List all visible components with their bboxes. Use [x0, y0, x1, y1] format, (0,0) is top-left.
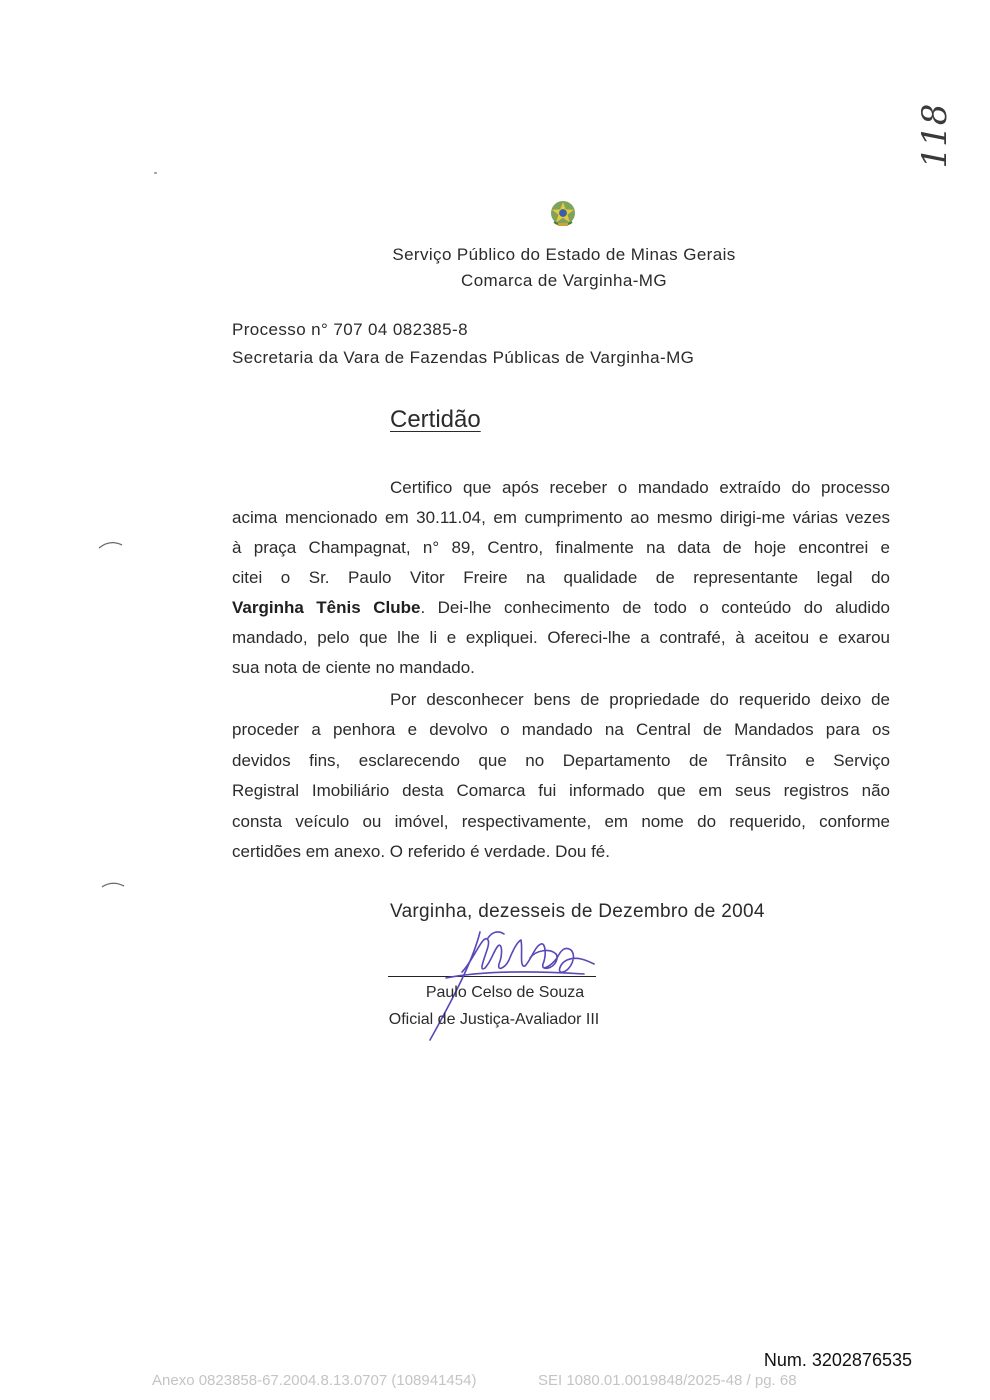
paragraph-1-line-2: acima mencionado em 30.11.04, em cumprimento ao mesmo dirigi-me várias vezes	[232, 508, 890, 527]
paragraph-1-line-7: sua nota de ciente no mandado.	[232, 658, 475, 677]
handwritten-page-number: 118	[915, 103, 955, 169]
signatory-name: Paulo Celso de Souza	[425, 984, 585, 1001]
document-title: Certidão	[390, 406, 481, 433]
header-district: Comarca de Varginha-MG	[461, 271, 667, 290]
scan-speck	[154, 172, 157, 174]
document-number: Num. 3202876535	[763, 1350, 912, 1370]
date-line: Varginha, dezesseis de Dezembro de 2004	[390, 901, 765, 922]
process-number: Processo n° 707 04 082385-8	[232, 320, 468, 339]
paragraph-2-line-2: proceder a penhora e devolvo o mandado na Central de Mandados para os	[232, 720, 890, 739]
punch-hole-mark-bottom	[99, 877, 129, 893]
paragraph-2-line-5: consta veículo ou imóvel, respectivamente, em nome do requerido, conforme	[232, 812, 890, 831]
paragraph-1-line-5-text: . Dei-lhe conhecimento de todo o conteúdo do aludido	[420, 598, 890, 617]
paragraph-2-line-1: Por desconhecer bens de propriedade do requerido deixo de	[390, 690, 890, 709]
paragraph-1-line-6: mandado, pelo que lhe li e expliquei. Ofereci-lhe a contrafé, à aceitou e exarou	[232, 628, 890, 647]
paragraph-1-line-3: à praça Champagnat, n° 89, Centro, finalmente na data de hoje encontrei e	[232, 538, 890, 557]
paragraph-2-line-4: Registral Imobiliário desta Comarca fui informado que em seus registros não	[232, 781, 890, 800]
paragraph-1-line-4: citei o Sr. Paulo Vitor Freire na qualidade de representante legal do	[232, 568, 890, 587]
punch-hole-mark-top	[96, 536, 126, 552]
signatory-role: Oficial de Justiça-Avaliador III	[388, 1011, 600, 1028]
annex-reference: Anexo 0823858-67.2004.8.13.0707 (108941454)	[152, 1372, 477, 1389]
header-state-service: Serviço Público do Estado de Minas Gerais	[392, 245, 736, 264]
paragraph-2-line-6: certidões em anexo. O referido é verdade. Dou fé.	[232, 842, 610, 861]
court-office: Secretaria da Vara de Fazendas Públicas de Varginha-MG	[232, 348, 695, 367]
paragraph-1-line-1: Certifico que após receber o mandado extraído do processo	[390, 478, 890, 497]
paragraph-1-line-5	[232, 597, 890, 619]
club-name: Varginha Tênis Clube	[232, 598, 421, 617]
sei-reference: SEI 1080.01.0019848/2025-48 / pg. 68	[538, 1372, 797, 1389]
coat-of-arms-emblem	[549, 200, 577, 228]
paragraph-2-line-3: devidos fins, esclarecendo que no Departamento de Trânsito e Serviço	[232, 751, 890, 770]
